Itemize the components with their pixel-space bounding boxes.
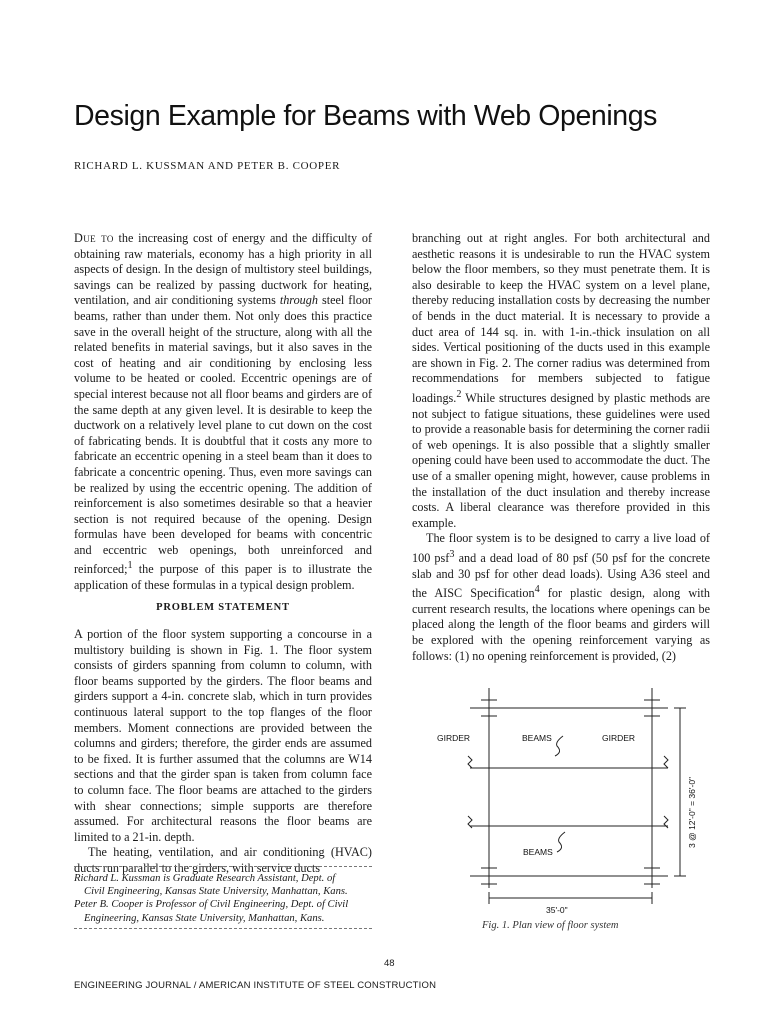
problem-paragraph-1: A portion of the floor system supporting a concourse in a multistory building is shown in Fig. 1. The floor system consists of girders spanning from column to column, with floor beams supported by the girders. The floor beams and girders support a 4-in. concrete slab, which in turn provides continuous lateral support to the top flanges of the floor members. Moment connections are provided between the columns and girders; therefore, the girder ends are assumed to be fixed. It is further assumed that the columns are W14 sections and that the girder span is taken from column face to column face. The floor beams are attached to the girders with shear connections; simple supports are therefore assumed. For architectural reasons the floor beams are limited to a 21-in. depth. <box>74 627 372 844</box>
beams-top-leader <box>555 736 563 756</box>
lead-in: Due to <box>74 231 114 245</box>
right-paragraph-1: branching out at right angles. For both architectural and aesthetic reasons it is undesirable to run the HVAC system below the floor members, so they must penetrate them. It is also desirable to keep the HVAC system on a level plane, thereby reducing installation costs by decreasing the number of bends in the duct material. It is necessary to provide a duct area of 144 sq. in. with 1-in.-thick insulation on all sides. Vertical positioning of the ducts used in this example are shown in Fig. 2. The corner radius was determined from recommendations for members subjected to fatigue loadings.$^2$ While structures designed by plastic methods are not subject to fatigue situations, these guidelines were used to provide a reasonable basis for determining the corner radii of web openings. It is also possible that a slightly smaller opening could have been used to accommodate the duct. The use of a smaller opening might, however, cause problems in the installation of the duct insulation and thereby increase costs. A liberal clearance was therefore provided in this example. <box>412 231 710 530</box>
authors: RICHARD L. KUSSMAN AND PETER B. COOPER <box>74 160 341 172</box>
section-heading: PROBLEM STATEMENT <box>156 602 290 613</box>
problem-paragraph-2: The heating, ventilation, and air conditioning (HVAC) ducts run parallel to the girders, with service ducts <box>74 845 372 875</box>
page-number: 48 <box>384 958 395 969</box>
author-footnote: Richard L. Kussman is Graduate Research Assistant, Dept. of Civil Engineering, Kansas State University, Manhattan, Kans. Peter B. Cooper is Professor of Civil Engineering, Dept. of Civil Engineering, Kansas State University, Manhattan, Kans. <box>74 873 349 924</box>
column-symbols <box>481 700 660 884</box>
horizontal-dimension-label: 35'-0" <box>546 905 568 915</box>
right-paragraph-2: The floor system is to be designed to carry a live load of 100 psf$^3$ and a dead load of 80 psf (50 psf for the concrete slab and 30 psf for other dead loads). Using A36 steel and the AISC Specification$^4$ for plastic design, along with current research results, the locations where openings can be placed along the length of the floor beams and girders will be explored with the opening reinforcement varying as follows: (1) no opening reinforcement is provided, (2) <box>412 531 710 663</box>
break-marks <box>468 756 668 828</box>
beams-bottom-label: BEAMS <box>523 847 553 857</box>
vertical-dimension-label: 3 @ 12'-0" = 36'-0" <box>687 776 697 848</box>
beams-top-label: BEAMS <box>522 733 552 743</box>
journal-footer: ENGINEERING JOURNAL / AMERICAN INSTITUTE OF STEEL CONSTRUCTION <box>74 980 437 991</box>
intro-paragraph: Due to the increasing cost of energy and the difficulty of obtaining raw materials, economy has a high priority in all aspects of design. In the design of multistory steel buildings, savings can be realized by passing ductwork for heating, ventilation, and air conditioning systems through steel floor beams, rather than under them. Not only does this practice save in the overall height of the structure, along with all the related benefits in material savings, but it also saves in the cost of heating and air conditioning by enclosing less volume to be heated or cooled. Eccentric openings are of special interest because not all floor beams and girders are of the same depth at any given level. It is desirable to keep the ductwork on a relatively level plane to cut down on the cost of fabricating bends. It is doubtful that it costs any more to fabricate an eccentric opening in a steel beam than it does to fabricate a concentric opening. Thus, even more savings can be realized by using the eccentric opening. The addition of reinforcement is also sometimes desirable so that a heavier section is not required because of the opening. Design formulas have been developed for beams with concentric and eccentric web openings, both unreinforced and reinforced;$^1$ the purpose of this paper is to illustrate the application of these formulas in a typical design problem. <box>74 231 372 593</box>
figure-caption: Fig. 1. Plan view of floor system <box>482 920 619 931</box>
girder-left-label: GIRDER <box>437 733 471 743</box>
beams-bottom-leader <box>557 832 565 852</box>
girder-right-label: GIRDER <box>602 733 636 743</box>
page-title: Design Example for Beams with Web Openings <box>74 100 658 132</box>
